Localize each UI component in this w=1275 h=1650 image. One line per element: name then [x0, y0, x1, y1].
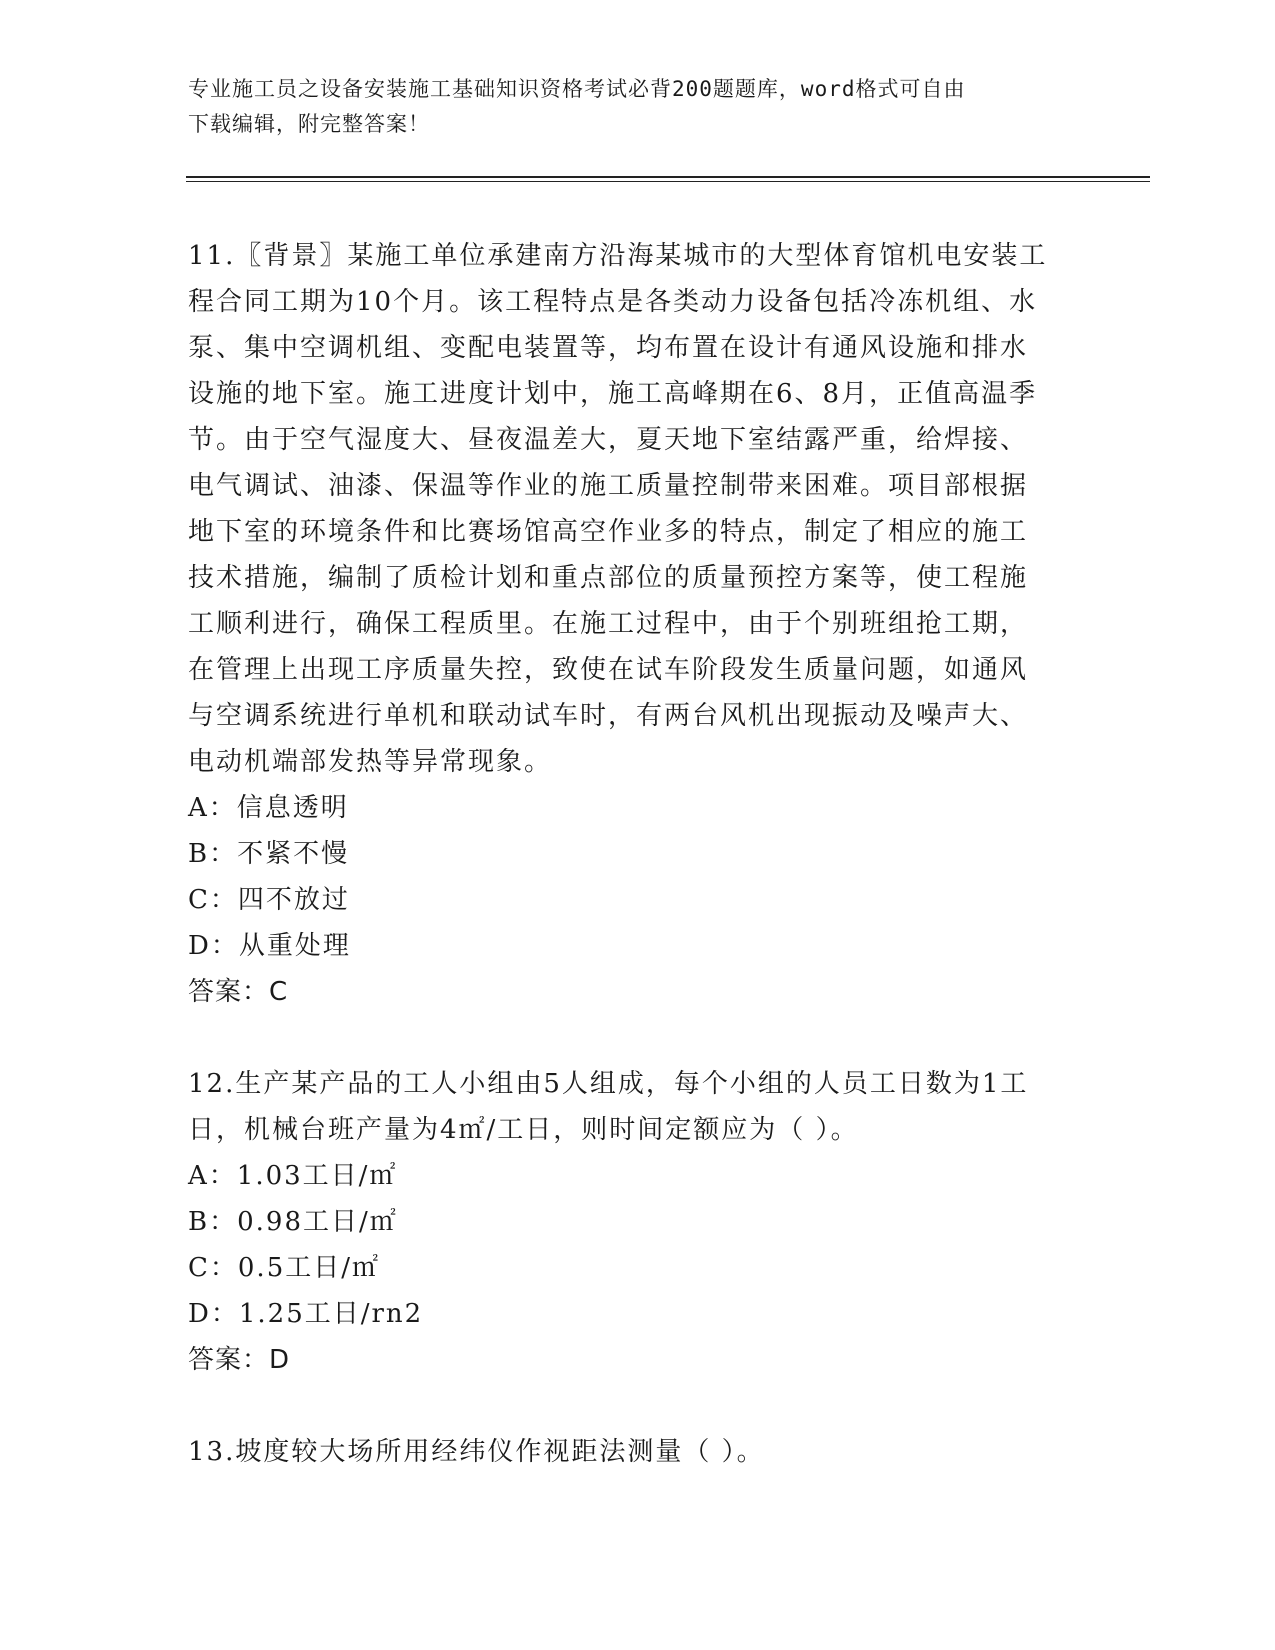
header-line-2: 下载编辑，附完整答案！ — [188, 112, 430, 136]
question-text-line: 程合同工期为10个月。该工程特点是各类动力设备包括冷冻机组、水 — [188, 287, 1038, 317]
question-text-line: 13.坡度较大场所用经纬仪作视距法测量（ ）。 — [188, 1437, 765, 1467]
option-a: A：信息透明 — [188, 793, 349, 823]
question-text-line: 电动机端部发热等异常现象。 — [188, 747, 553, 777]
question-text-line: 与空调系统进行单机和联动试车时，有两台风机出现振动及噪声大、 — [188, 701, 1029, 731]
header-divider-thick — [186, 176, 1150, 178]
question-11 — [188, 233, 1088, 1015]
question-text-line: 日，机械台班产量为4㎡/工日，则时间定额应为（ ）。 — [188, 1115, 859, 1145]
question-13 — [188, 1429, 1088, 1475]
question-12 — [188, 1061, 1088, 1383]
header-divider-thin — [186, 181, 1150, 182]
option-d: D：从重处理 — [188, 931, 351, 961]
question-text-line: 设施的地下室。施工进度计划中，施工高峰期在6、8月，正值高温季 — [188, 379, 1038, 409]
header-line-1: 专业施工员之设备安装施工基础知识资格考试必背200题题库，word格式可自由 — [188, 77, 966, 101]
question-text-line: 节。由于空气湿度大、昼夜温差大，夏天地下室结露严重，给焊接、 — [188, 425, 1029, 455]
question-text-line: 泵、集中空调机组、变配电装置等，均布置在设计有通风设施和排水 — [188, 333, 1029, 363]
question-spacer — [188, 1383, 1088, 1429]
question-list — [188, 233, 1088, 1475]
question-text-line: 12.生产某产品的工人小组由5人组成，每个小组的人员工日数为1工 — [188, 1069, 1029, 1099]
answer-line: 答案：C — [188, 977, 289, 1007]
question-text-line: 在管理上出现工序质量失控，致使在试车阶段发生质量问题，如通风 — [188, 655, 1029, 685]
document-header — [188, 72, 1068, 142]
option-b: B：0.98工日/㎡ — [188, 1207, 398, 1237]
question-text-line: 技术措施，编制了质检计划和重点部位的质量预控方案等，使工程施 — [188, 563, 1029, 593]
option-b: B：不紧不慢 — [188, 839, 350, 869]
question-text-line: 工顺利进行，确保工程质里。在施工过程中，由于个别班组抢工期， — [188, 609, 1029, 639]
question-text-line: 电气调试、油漆、保温等作业的施工质量控制带来困难。项目部根据 — [188, 471, 1029, 501]
question-text-line: 11.〖背景〗某施工单位承建南方沿海某城市的大型体育馆机电安装工 — [188, 241, 1048, 271]
option-c: C：0.5工日/㎡ — [188, 1253, 381, 1283]
option-a: A：1.03工日/㎡ — [188, 1161, 398, 1191]
question-text-line: 地下室的环境条件和比赛场馆高空作业多的特点，制定了相应的施工 — [188, 517, 1029, 547]
option-d: D：1.25工日/rn2 — [188, 1299, 424, 1329]
answer-line: 答案：D — [188, 1345, 291, 1375]
option-c: C：四不放过 — [188, 885, 350, 915]
question-spacer — [188, 1015, 1088, 1061]
